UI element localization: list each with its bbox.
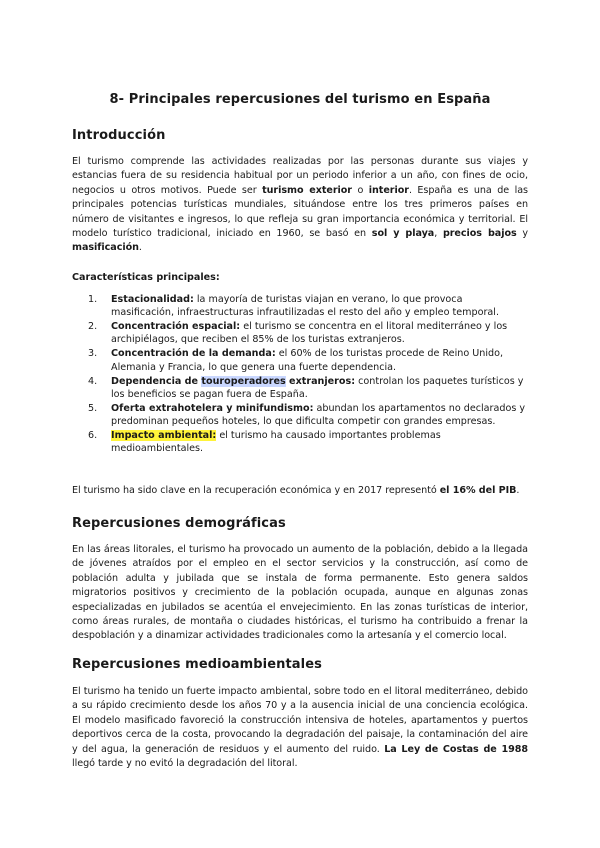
page-title: 8- Principales repercusiones del turismo en España [109,92,491,107]
list-item-label: Concentración espacial: [111,321,241,333]
intro-bold-exterior: turismo exterior [262,184,352,196]
list-item-label-post: extranjeros: [285,375,356,387]
pib-bold: el 16% del PIB [439,485,517,496]
list-item-label: Concentración de la demanda: [111,348,276,360]
intro-text-6: . [138,242,142,254]
intro-heading: Introducción [72,128,166,143]
list-item-label-pre: Dependencia de [111,375,202,387]
env-bold-ley-costas: La Ley de Costas de 1988 [384,743,528,755]
intro-bold-masificacion: masificación [72,242,139,254]
intro-text-4: , [434,228,443,240]
list-number: 5. [88,402,98,414]
list-number: 6. [88,430,98,442]
list-item-text: controlan los paquetes turísticos y los beneficios se pagan fuera de España. [111,375,524,400]
list-item-label [111,376,355,387]
demographic-heading: Repercusiones demográficas [72,516,286,531]
list-item-text: el 60% de los turistas procede de Reino Unido, Alemania y Francia, lo que genera una fuerte dependencia. [111,348,504,373]
intro-text-1: El turismo comprende las actividades realizadas por las personas durante sus viajes y estancias fuera de su residencia habitual por un periodo inferior a un año, con fines de ocio, negocios u otros motivos. Puede ser [72,156,528,196]
demographic-paragraph: En las áreas litorales, el turismo ha provocado un aumento de la población, debido a la llegada de jóvenes atraídos por el empleo en el sector servicios y la construcción, así como de población adulta y jubilada que se instala de forma permanente. Esto genera saldos migratorios positivos y crecimiento de la población ocupada, aunque en algunas zonas especializadas en jubilados se acentúa el envejecimiento. En las zonas turísticas de interior, como áreas rurales, de montaña o ciudades históricas, el turismo ha contribuido a frenar la despoblación y a dinamizar actividades tradicionales como la artesanía y el comercio local. [72,544,528,642]
environmental-paragraph [72,685,528,771]
list-item [72,429,528,455]
list-item [72,347,528,373]
pib-paragraph [72,484,528,498]
list-item [72,375,528,401]
list-item-text: el turismo se concentra en el litoral mediterráneo y los archipiélagos, que reciben el 85% de los turistas extranjeros. [111,321,508,346]
intro-bold-interior: interior [368,184,409,196]
list-item [72,320,528,346]
env-text-1: El turismo ha tenido un fuerte impacto ambiental, sobre todo en el litoral mediterráneo, debido a su rápido crecimiento desde los años 70 y a la ausencia inicial de una conciencia ecológica. El modelo masificado favoreció la construcción intensiva de hoteles, apartamentos y puertos deportivos cerca de la costa, provocando la degradación del paisaje, la contaminación del aire y del agua, la generación de residuos y el aumento del ruido. [72,686,528,755]
list-number: 3. [88,348,98,360]
list-number: 4. [88,375,98,387]
list-item-text: abundan los apartamentos no declarados y predominan pequeños hoteles, lo que dificulta competir con grandes empresas. [111,402,526,428]
list-item-label: Oferta extrahotelera y minifundismo: [111,402,314,414]
features-heading: Características principales: [72,272,220,283]
pib-text-1: El turismo ha sido clave en la recuperación económica y en 2017 representó [72,485,440,496]
list-item-label: Estacionalidad: [111,294,194,305]
list-item-text: la mayoría de turistas viajan en verano, lo que provoca masificación, infraestructuras infrautilizadas el resto del año y empleo temporal. [111,294,499,319]
list-item [72,293,528,319]
highlighted-word: touroperadores [201,375,286,387]
intro-bold-precios: precios bajos [442,228,517,240]
list-item-text: el turismo ha causado importantes problemas medioambientales. [111,430,441,455]
intro-paragraph [72,155,528,256]
environmental-heading: Repercusiones medioambientales [72,657,322,672]
list-item-label-highlighted: Impacto ambiental: [111,430,217,442]
intro-text-2: o [352,184,369,196]
intro-bold-sol-playa: sol y playa [371,228,435,240]
features-list [72,293,528,456]
intro-text-3: . España es una de las principales potencias turísticas mundiales, situándose entre los tres primeros países en número de visitantes e ingresos, lo que refleja su gran importancia económica y territorial. El modelo turístico tradicional, iniciado en 1960, se basó en [72,184,528,240]
list-number: 2. [88,321,98,333]
pib-text-2: . [516,485,520,496]
env-text-2: llegó tarde y no evitó la degradación del litoral. [72,758,298,770]
intro-text-5: y [516,228,528,240]
list-number: 1. [88,294,98,305]
list-item [72,402,528,428]
